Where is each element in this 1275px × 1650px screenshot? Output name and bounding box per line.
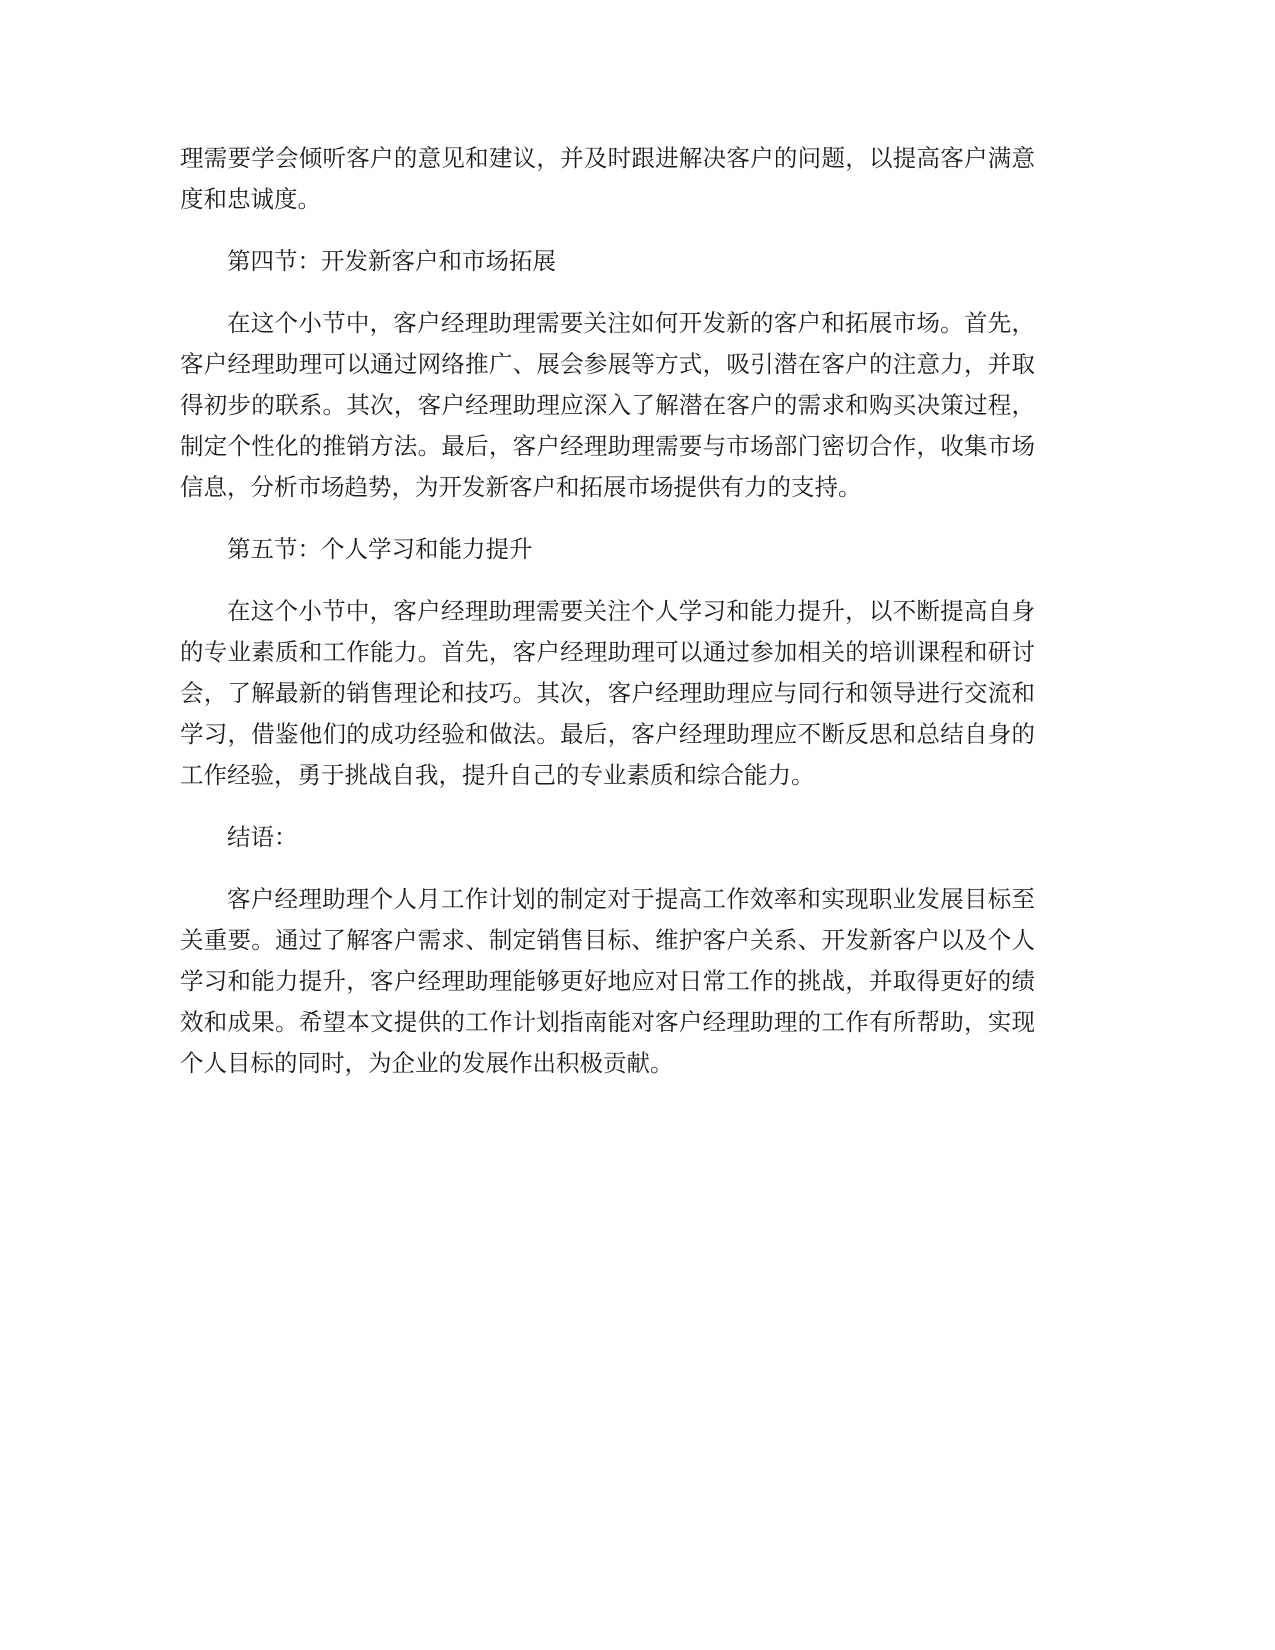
document-body	[180, 138, 1035, 1105]
paragraph-continuation: 理需要学会倾听客户的意见和建议，并及时跟进解决客户的问题，以提高客户满意度和忠诚度。	[180, 144, 1035, 213]
section-heading-4: 第四节：开发新客户和市场拓展	[227, 247, 556, 275]
conclusion-heading: 结语：	[227, 823, 298, 851]
paragraph-section-4: 在这个小节中，客户经理助理需要关注如何开发新的客户和拓展市场。首先，客户经理助理可以通过网络推广、展会参展等方式，吸引潜在客户的注意力，并取得初步的联系。其次，客户经理助理应深入了解潜在客户的需求和购买决策过程，制定个性化的推销方法。最后，客户经理助理需要与市场部门密切合作，收集市场信息，分析市场趋势，为开发新客户和拓展市场提供有力的支持。	[180, 309, 1035, 501]
paragraph-section-5: 在这个小节中，客户经理助理需要关注个人学习和能力提升，以不断提高自身的专业素质和工作能力。首先，客户经理助理可以通过参加相关的培训课程和研讨会，了解最新的销售理论和技巧。其次，客户经理助理应与同行和领导进行交流和学习，借鉴他们的成功经验和做法。最后，客户经理助理应不断反思和总结自身的工作经验，勇于挑战自我，提升自己的专业素质和综合能力。	[180, 597, 1035, 789]
paragraph-conclusion: 客户经理助理个人月工作计划的制定对于提高工作效率和实现职业发展目标至关重要。通过了解客户需求、制定销售目标、维护客户关系、开发新客户以及个人学习和能力提升，客户经理助理能够更好地应对日常工作的挑战，并取得更好的绩效和成果。希望本文提供的工作计划指南能对客户经理助理的工作有所帮助，实现个人目标的同时，为企业的发展作出积极贡献。	[180, 885, 1035, 1077]
section-heading-5: 第五节：个人学习和能力提升	[227, 535, 533, 563]
